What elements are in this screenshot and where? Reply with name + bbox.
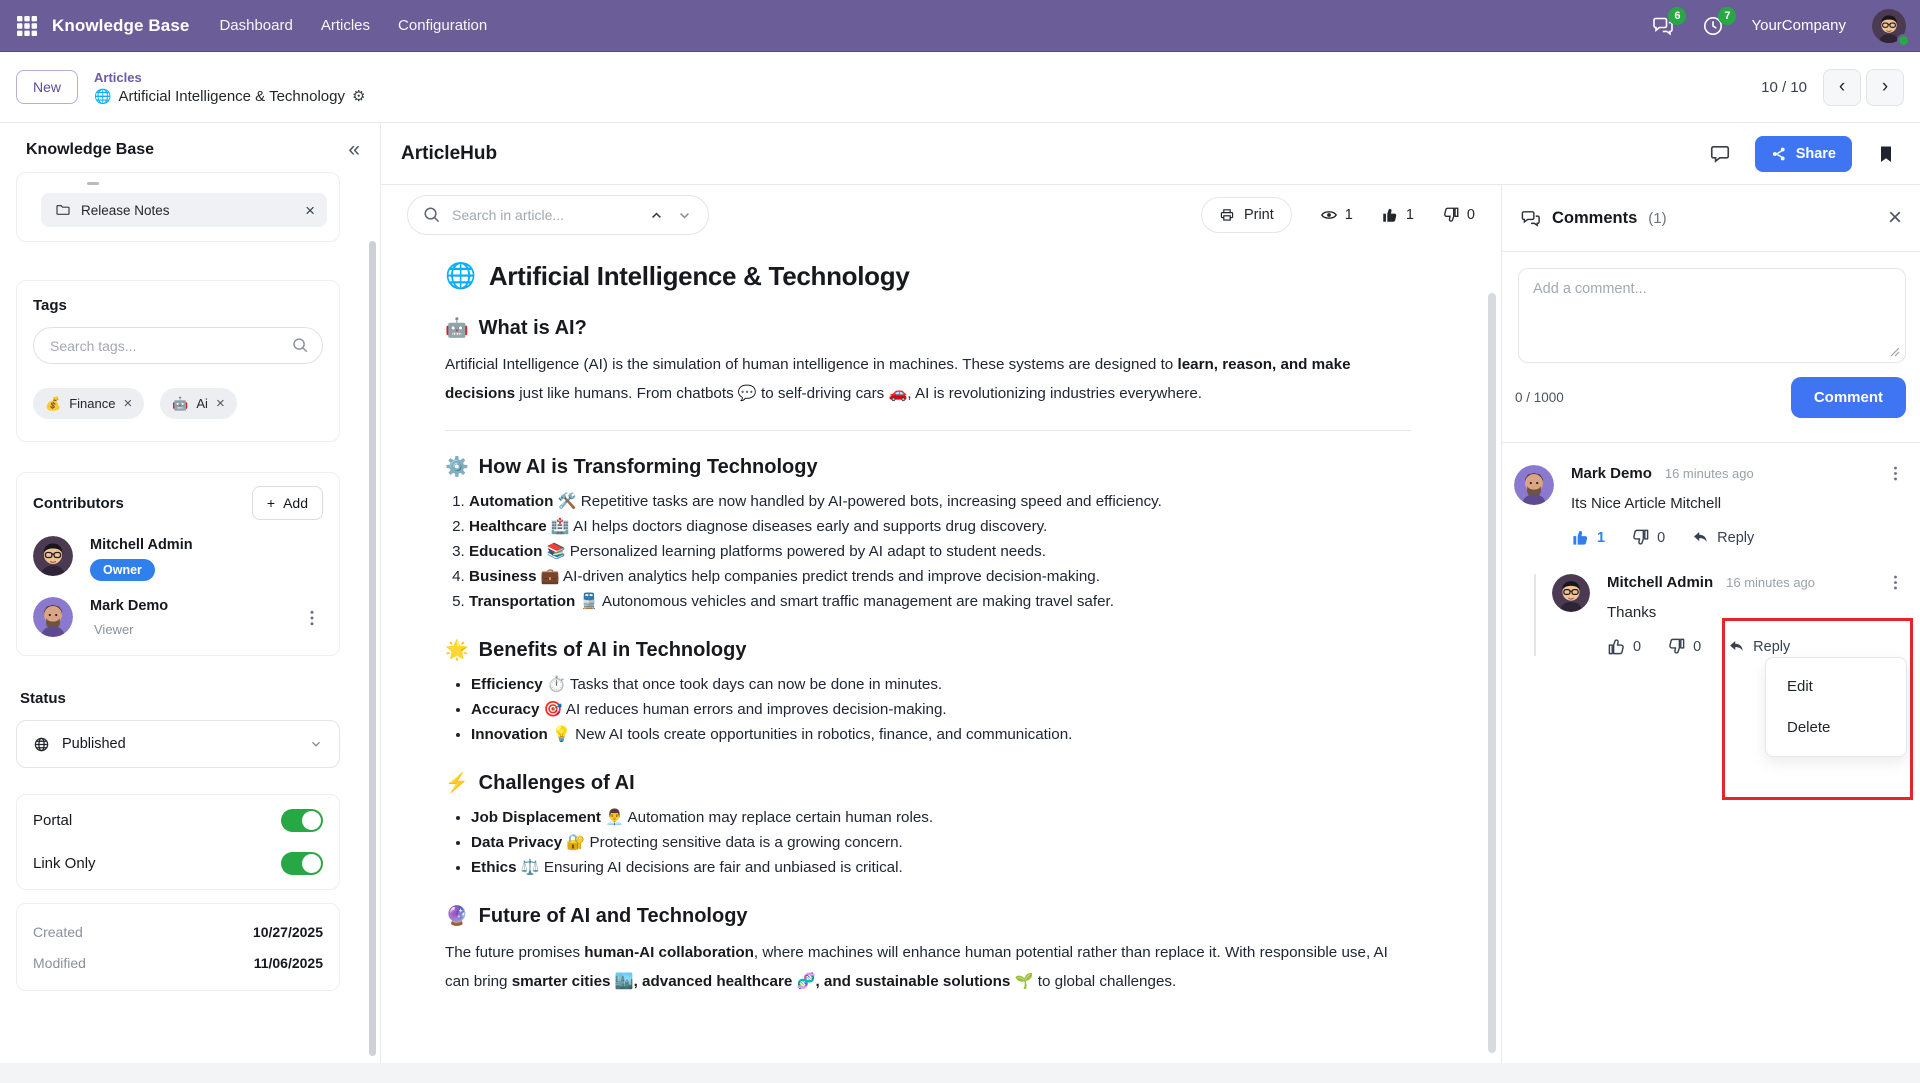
activities-badge: 7 [1718, 7, 1736, 25]
close-comments-icon[interactable]: × [1887, 204, 1902, 231]
tag-emoji-icon: 💰 [45, 395, 62, 411]
pager-count: 10 / 10 [1761, 78, 1807, 96]
comment-like-button[interactable]: 0 [1607, 637, 1641, 656]
collapse-sidebar-icon[interactable]: « [348, 138, 360, 161]
submit-comment-button[interactable]: Comment [1791, 377, 1906, 418]
comment-body [1571, 465, 1904, 547]
contributors-list [33, 536, 323, 637]
user-avatar[interactable] [1872, 9, 1906, 43]
share-button[interactable]: Share [1755, 136, 1852, 172]
article-list [445, 805, 1411, 880]
date-row [33, 916, 323, 947]
avatar [33, 536, 73, 581]
comment-menu-button[interactable] [1887, 574, 1904, 591]
toggle-comments-icon[interactable] [1709, 143, 1731, 165]
toggle-knob [302, 811, 321, 830]
article-paragraph: The future promises human-AI collaboration, where machines will enhance human potential rather than replace it. With responsible use, AI can bring smarter cities 🏙️, advanced healthcare 🧬, and sustainable solutions 🌱 to global challenges. [445, 944, 1388, 990]
comments-bubbles-icon [1520, 208, 1541, 229]
date-value: 11/06/2025 [253, 954, 323, 971]
contributor-info [90, 536, 193, 581]
comment-header [1571, 465, 1904, 482]
contributors-heading: Contributors [33, 494, 124, 512]
nav-item-configuration[interactable]: Configuration [398, 17, 488, 34]
contributor-row [33, 536, 323, 581]
comment-like-button[interactable]: 1 [1571, 528, 1605, 547]
comment-timestamp: 16 minutes ago [1664, 466, 1754, 481]
company-switcher[interactable]: YourCompany [1751, 17, 1846, 34]
views-stat: 1 [1320, 206, 1353, 224]
article-emoji-icon: 🌐 [94, 87, 112, 104]
toggle-switch-portal[interactable] [281, 809, 323, 832]
globe-emoji-icon: 🌐 [445, 262, 476, 290]
chevron-down-icon [309, 737, 323, 751]
section-emoji-icon: ⚡ [445, 773, 469, 794]
comment-dislike-button[interactable]: 0 [1631, 528, 1665, 547]
article-list-item: 2. Healthcare 🏥 AI helps doctors diagnose diseases early and supports drug discovery. [469, 514, 1411, 539]
article-list-item: 5. Transportation 🚆 Autonomous vehicles and smart traffic management are making travel safer. [469, 589, 1411, 614]
eye-icon [1320, 206, 1338, 224]
section-heading [445, 455, 1411, 479]
section-emoji-icon: ⚙️ [445, 457, 469, 478]
date-row [33, 947, 323, 978]
reply-thread [1534, 574, 1904, 656]
comments-header [1502, 185, 1920, 252]
tags-card [16, 280, 340, 442]
comment-reply [1552, 574, 1904, 656]
folder-icon [55, 202, 71, 218]
online-presence-dot [1897, 34, 1910, 47]
divider [445, 430, 1411, 431]
top-nav-bar [0, 0, 1920, 52]
article-list [445, 672, 1411, 747]
article-toolbar [381, 185, 1501, 245]
toggle-label: Portal [33, 812, 73, 829]
section-heading-text: What is AI? [478, 316, 587, 339]
article-list-item: • Ethics ⚖️ Ensuring AI decisions are fair and unbiased is critical. [471, 855, 1411, 880]
article-column [381, 185, 1502, 1063]
contributor-row [33, 597, 323, 637]
breadcrumb-bar [0, 52, 1920, 123]
comment-timestamp: 16 minutes ago [1726, 575, 1816, 590]
article-list-item: • Job Displacement 👨‍💼 Automation may replace certain human roles. [471, 805, 1411, 830]
toggle-label: Link Only [33, 855, 96, 872]
comment-menu-button[interactable] [1887, 465, 1904, 482]
avatar [33, 597, 73, 637]
article-list-item: 1. Automation 🛠️ Repetitive tasks are now handled by AI-powered bots, increasing speed and efficiency. [469, 489, 1411, 514]
pager-next-button[interactable]: › [1866, 69, 1904, 106]
printer-icon [1219, 207, 1235, 223]
app-title[interactable]: Knowledge Base [52, 15, 190, 35]
comment-text: Its Nice Article Mitchell [1571, 495, 1722, 512]
comments-title: Comments [1552, 208, 1638, 227]
menu-item-edit[interactable]: Edit [1787, 678, 1813, 695]
resize-handle-icon[interactable] [1890, 347, 1900, 357]
comment-reply-button[interactable]: Reply [1727, 637, 1790, 656]
comment-composer [1502, 252, 1920, 363]
article-tree-card [16, 172, 340, 242]
activities-clock-icon[interactable] [1701, 9, 1731, 38]
comment-reply-button[interactable]: Reply [1691, 528, 1754, 547]
breadcrumb-title: Artificial Intelligence & Technology [118, 87, 345, 105]
section-heading-text: Challenges of AI [478, 771, 635, 794]
section-emoji-icon: 🤖 [445, 318, 469, 339]
comment-actions [1571, 528, 1904, 547]
toggle-row [33, 799, 323, 842]
remove-tag-icon[interactable]: × [123, 395, 133, 412]
article-header-row [381, 123, 1920, 185]
comment-dislike-button[interactable]: 0 [1667, 637, 1701, 656]
article-scrollbar[interactable] [1488, 293, 1496, 1053]
section-heading [445, 316, 1411, 340]
add-contributor-button[interactable]: + Add [252, 486, 323, 520]
nav-left [0, 15, 487, 37]
comment-input[interactable] [1518, 268, 1906, 363]
comment-header [1607, 574, 1904, 591]
pager [1761, 69, 1920, 106]
comments-panel [1502, 185, 1920, 1063]
section-heading [445, 638, 1411, 662]
dates-card [16, 903, 340, 991]
nav-right [1651, 9, 1920, 43]
remove-tag-icon[interactable]: × [215, 395, 225, 412]
sidebar [0, 123, 381, 1063]
section-heading [445, 904, 1411, 928]
plus-icon: + [266, 495, 276, 511]
article-list-item: • Data Privacy 🔐 Protecting sensitive data is a growing concern. [471, 830, 1411, 855]
like-stat[interactable]: 1 [1381, 206, 1414, 224]
article-list-item: • Innovation 💡 New AI tools create opportunities in robotics, finance, and communication. [471, 722, 1411, 747]
toggle-knob [302, 854, 321, 873]
breadcrumb-parent-link[interactable]: Articles [94, 69, 142, 85]
thumbs-up-icon [1381, 206, 1399, 224]
menu-item-delete[interactable]: Delete [1787, 719, 1831, 736]
remove-tree-item-icon[interactable]: × [305, 200, 315, 220]
section-heading-text: Future of AI and Technology [478, 904, 748, 927]
bookmark-icon[interactable] [1876, 144, 1896, 164]
section-emoji-icon: 🌟 [445, 640, 469, 661]
contributor-menu-icon[interactable] [303, 609, 321, 627]
character-counter: 0 / 1000 [1515, 390, 1564, 405]
status-select[interactable] [16, 720, 340, 768]
new-button[interactable]: New [16, 70, 78, 104]
section-heading [445, 771, 1411, 795]
pager-previous-button[interactable]: ‹ [1823, 69, 1861, 106]
nav-item-articles[interactable]: Articles [320, 17, 371, 34]
comment [1514, 465, 1904, 547]
date-label: Modified [33, 954, 86, 971]
article-list-item: 4. Business 💼 AI-driven analytics help companies predict trends and improve decision-making. [469, 564, 1411, 589]
comment-author: Mitchell Admin [1607, 574, 1714, 591]
tag-pill [33, 388, 144, 419]
article-list [445, 489, 1411, 614]
comment-author: Mark Demo [1571, 465, 1652, 482]
apps-grid-icon[interactable] [16, 15, 38, 37]
avatar [1514, 465, 1554, 547]
article-title: 🌐 Artificial Intelligence & Technology [445, 261, 910, 291]
main-area [381, 123, 1920, 1063]
messages-icon[interactable] [1651, 9, 1681, 38]
tag-pill [160, 388, 237, 419]
search-icon [422, 205, 441, 224]
comment-context-menu [1765, 657, 1907, 757]
clipped-tree-item [87, 182, 99, 185]
comment-text: Thanks [1607, 604, 1657, 621]
sidebar-scrollbar[interactable] [369, 241, 376, 1056]
visibility-card [16, 794, 340, 890]
date-value: 10/27/2025 [252, 923, 323, 940]
toggle-switch-link-only[interactable] [281, 852, 323, 875]
tags-list [33, 388, 323, 419]
tree-item-label: Release Notes [81, 202, 170, 218]
comment-body [1607, 574, 1904, 656]
share-icon [1771, 146, 1787, 162]
article-list-item: 3. Education 📚 Personalized learning platforms powered by AI adapt to student needs. [469, 539, 1411, 564]
toggle-row [33, 842, 323, 885]
search-icon [291, 336, 309, 354]
tree-item-release-notes[interactable] [41, 193, 327, 227]
comment-actions [1607, 637, 1904, 656]
contributor-name: Mitchell Admin [90, 537, 193, 553]
breadcrumb [94, 70, 365, 105]
owner-badge: Owner [90, 559, 155, 581]
comments-count: (1) [1648, 209, 1667, 227]
article-list-item: • Efficiency ⏱️ Tasks that once took days can now be done in minutes. [471, 672, 1411, 697]
print-button[interactable]: Print [1201, 197, 1292, 233]
section-heading-text: Benefits of AI in Technology [478, 638, 747, 661]
nav-item-dashboard[interactable]: Dashboard [219, 17, 293, 34]
article-paragraph: Artificial Intelligence (AI) is the simulation of human intelligence in machines. These systems are designed to learn, reason, and make decisions just like humans. From chatbots 💬 to self-driving cars 🚗, AI is revolutionizing industries everywhere. [445, 356, 1351, 402]
tag-label: Ai [196, 396, 208, 411]
contributor-name: Mark Demo [90, 598, 169, 614]
settings-gear-icon[interactable]: ⚙ [351, 87, 366, 105]
comments-list [1502, 443, 1920, 656]
contributors-card [16, 472, 340, 656]
article-content [381, 245, 1501, 1063]
avatar [1552, 574, 1590, 656]
tags-search-input[interactable] [33, 327, 323, 364]
search-next-icon[interactable] [678, 209, 691, 222]
body [0, 123, 1920, 1063]
sidebar-heading: Knowledge Base [26, 140, 155, 158]
messages-badge: 6 [1668, 7, 1686, 25]
dislike-stat[interactable]: 0 [1442, 206, 1475, 224]
article-list-item: • Accuracy 🎯 AI reduces human errors and improves decision-making. [471, 697, 1411, 722]
workspace-title: ArticleHub [401, 142, 498, 164]
status-value: Published [62, 736, 126, 752]
section-heading-text: How AI is Transforming Technology [478, 455, 818, 478]
contributor-info [90, 597, 168, 637]
search-in-article-input[interactable] [407, 195, 709, 235]
globe-icon [33, 736, 50, 753]
status-heading: Status [20, 690, 66, 707]
tag-emoji-icon: 🤖 [172, 395, 189, 411]
tags-heading: Tags [33, 297, 67, 314]
search-previous-icon[interactable] [650, 209, 663, 222]
article-body [445, 316, 1411, 996]
contributor-role: Viewer [94, 622, 134, 637]
tag-label: Finance [69, 396, 116, 411]
date-label: Created [33, 923, 83, 940]
section-emoji-icon: 🔮 [445, 906, 469, 927]
nav-menu [219, 17, 487, 34]
thumbs-down-icon [1442, 206, 1460, 224]
